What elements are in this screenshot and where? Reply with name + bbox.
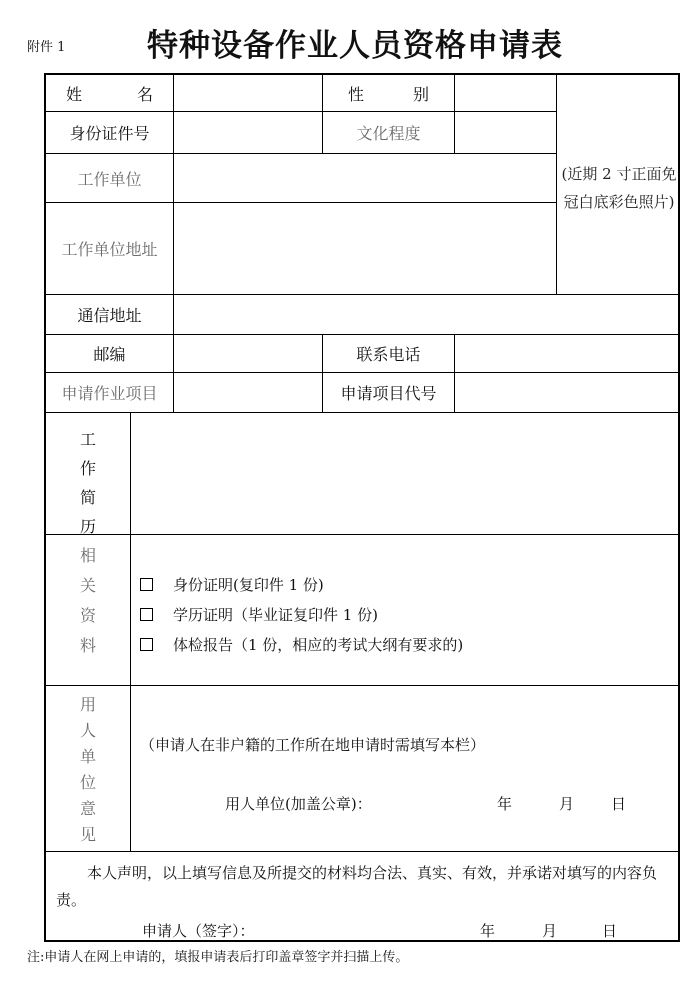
education-field[interactable] — [455, 112, 556, 153]
page-title: 特种设备作业人员资格申请表 — [147, 28, 563, 64]
phone-label: 联系电话 — [356, 345, 421, 364]
material-item-label: 学历证明（毕业证复印件 1 份) — [173, 606, 378, 624]
photo-area[interactable]: (近期 2 寸正面免冠白底彩色照片) — [561, 165, 677, 211]
postcode-label: 邮编 — [93, 345, 126, 364]
name-label: 姓 名 — [66, 84, 153, 104]
applicant-date-year: 年 — [480, 922, 496, 940]
phone-field[interactable] — [455, 335, 680, 372]
employer-date-day: 日 — [611, 795, 627, 813]
employer-address-field[interactable] — [174, 203, 556, 294]
project-code-field[interactable] — [455, 373, 680, 412]
employer-field[interactable] — [174, 154, 556, 202]
applicant-date-month: 月 — [542, 922, 558, 940]
mail-address-label: 通信地址 — [77, 306, 142, 325]
checkbox[interactable] — [140, 608, 153, 621]
employer-date-month: 月 — [559, 795, 575, 813]
declaration-section — [46, 852, 680, 942]
mail-address-field[interactable] — [174, 295, 680, 334]
education-label: 文化程度 — [356, 124, 421, 143]
footer-note: 注:申请人在网上申请的，填报申请表后打印盖章签字并扫描上传。 — [27, 950, 409, 965]
application-form — [44, 73, 680, 942]
project-field[interactable] — [174, 373, 322, 412]
material-item-label: 身份证明(复印件 1 份) — [173, 576, 324, 594]
checkbox[interactable] — [140, 578, 153, 591]
material-item[interactable] — [140, 604, 378, 625]
work-history-label: 工 作 简 历 — [79, 430, 96, 536]
material-item-label: 体检报告（1 份，相应的考试大纲有要求的) — [173, 636, 464, 654]
id-number-label: 身份证件号 — [69, 124, 150, 143]
work-history-field[interactable] — [131, 413, 680, 534]
name-field[interactable] — [174, 75, 322, 111]
employer-opinion-label: 用 人 单 位 意 见 — [79, 695, 96, 844]
materials-label: 相 关 资 料 — [79, 546, 96, 655]
applicant-sign-label: 申请人（签字）： — [142, 922, 255, 940]
project-label: 申请作业项目 — [61, 384, 158, 403]
employer-seal-label: 用人单位(加盖公章)： — [225, 795, 372, 813]
postcode-field[interactable] — [174, 335, 322, 372]
declaration-text: 本人声明，以上填写信息及所提交的材料均合法、真实、有效，并承诺对填写的内容负责。 — [56, 864, 658, 909]
gender-label: 性 别 — [348, 84, 429, 104]
material-item[interactable] — [140, 574, 324, 595]
attachment-label: 附件 1 — [27, 40, 66, 55]
employer-date-year: 年 — [497, 795, 513, 813]
id-number-field[interactable] — [174, 112, 322, 153]
checkbox[interactable] — [140, 638, 153, 651]
project-code-label: 申请项目代号 — [340, 384, 437, 403]
employer-label: 工作单位 — [77, 169, 142, 189]
material-item[interactable] — [140, 634, 463, 655]
employer-address-label: 工作单位地址 — [61, 240, 158, 259]
gender-field[interactable] — [455, 75, 556, 111]
applicant-date-day: 日 — [602, 922, 618, 940]
employer-opinion-note: （申请人在非户籍的工作所在地申请时需填写本栏） — [140, 736, 486, 754]
